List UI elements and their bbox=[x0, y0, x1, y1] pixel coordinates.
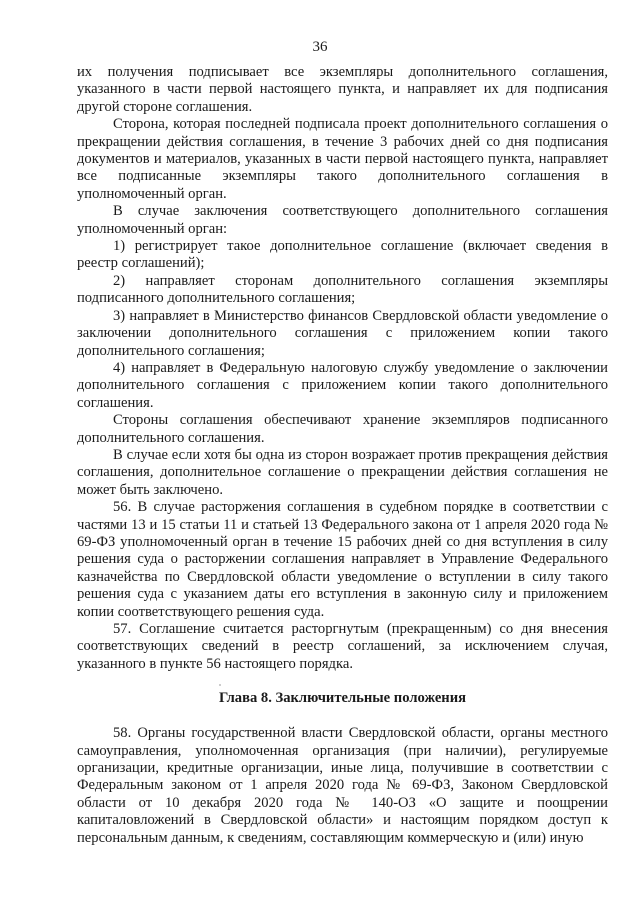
list-item: 4) направляет в Федеральную налоговую службу уведомление о заключении дополнительного соглашения с приложением копии такого дополнительного соглашения. bbox=[77, 359, 608, 411]
document-body bbox=[77, 64, 608, 847]
paragraph-continuation: их получения подписывает все экземпляры дополнительного соглашения, указанного в части первой настоящего пункта, и направляет их для подписания другой стороне соглашения. bbox=[77, 64, 608, 115]
page-number: 36 bbox=[312, 39, 328, 55]
list-item: 2) направляет сторонам дополнительного соглашения экземпляры подписанного дополнительного соглашения; bbox=[77, 272, 608, 307]
clause-56: 56. В случае расторжения соглашения в судебном порядке в соответствии с частями 13 и 15 статьи 11 и статьей 13 Федерального закона от 1 апреля 2020 года № 69-ФЗ уполномоченный орган в течение 15 рабочих дней со дня вступления в силу решения суда о расторжении соглашения направляет в Управление Федерального казначейства по Свердловской области уведомление о вступлении в силу такого решения суда с указанием даты его вступления в законную силу и приложением копии соответствующего решения суда. bbox=[77, 499, 608, 620]
paragraph: В случае если хотя бы одна из сторон возражает против прекращения действия соглашения, дополнительное соглашение о прекращении действия соглашения не может быть заключено. bbox=[77, 446, 608, 498]
list-item: 3) направляет в Министерство финансов Свердловской области уведомление о заключении дополнительного соглашения с приложением копии такого дополнительного соглашения; bbox=[77, 307, 608, 359]
clause-58: 58. Органы государственной власти Свердловской области, органы местного самоуправления, уполномоченная организация (при наличии), регулируемые организации, кредитные организации, иные лица, получившие в соответствии с Федеральным законом от 1 апреля 2020 года № 69-ФЗ, Законом Свердловской области от 10 декабря 2020 года № 140-ОЗ «О защите и поощрении капиталовложений в Свердловской области» и настоящим порядком доступ к персональным данным, к сведениям, составляющим коммерческую и (или) иную bbox=[77, 725, 608, 846]
clause-57: 57. Соглашение считается расторгнутым (прекращенным) со дня внесения соответствующих сведений в реестр соглашений, за исключением случая, указанного в пункте 56 настоящего порядка. bbox=[77, 621, 608, 672]
list-item: 1) регистрирует такое дополнительное соглашение (включает сведения в реестр соглашений); bbox=[77, 238, 608, 272]
scan-speck bbox=[219, 684, 221, 686]
paragraph: Сторона, которая последней подписала проект дополнительного соглашения о прекращении действия соглашения, в течение 3 рабочих дней со дня подписания документов и материалов, указанных в части первой настоящего пункта, направляет все подписанные экземпляры такого дополнительного соглашения в уполномоченный орган. bbox=[77, 116, 608, 202]
paragraph: Стороны соглашения обеспечивают хранение экземпляров подписанного дополнительного соглашения. bbox=[77, 412, 608, 446]
chapter-heading: Глава 8. Заключительные положения bbox=[218, 690, 467, 707]
paragraph: В случае заключения соответствующего дополнительного соглашения уполномоченный орган: bbox=[77, 203, 608, 237]
